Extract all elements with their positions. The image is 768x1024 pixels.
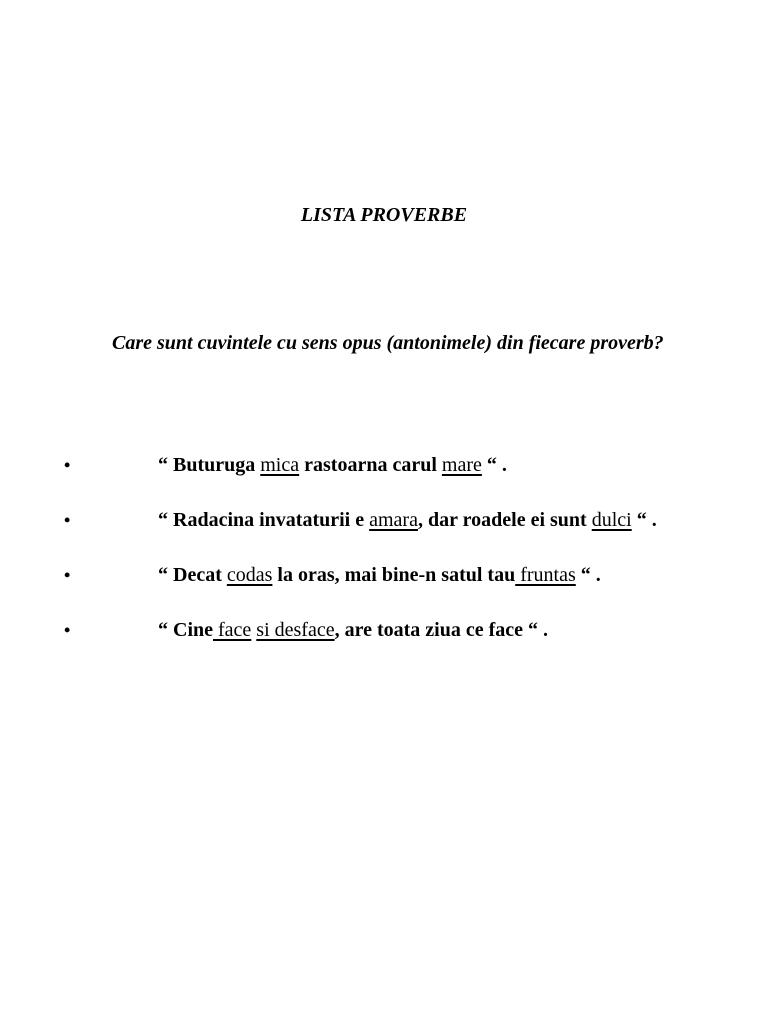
list-item (66, 500, 686, 540)
bullet-icon: • (64, 620, 71, 640)
antonym-underlined: face (213, 619, 252, 641)
bullet-icon: • (64, 565, 71, 585)
text-segment: “ Radacina invataturii e (158, 509, 370, 531)
list-item (66, 610, 686, 650)
antonym-underlined: fruntas (515, 564, 576, 586)
antonym-underlined: si desface (256, 619, 335, 641)
text-segment: “ . (631, 509, 657, 531)
list-item (66, 445, 686, 485)
page-title: LISTA PROVERBE (300, 204, 468, 226)
antonym-underlined: codas (226, 564, 273, 586)
text-segment: “ Cine (158, 619, 213, 641)
bullet-icon: • (64, 455, 71, 475)
question-text: Care sunt cuvintele cu sens opus (antonimele) din fiecare proverb? (112, 332, 664, 354)
text-segment: “ Buturuga (158, 454, 261, 476)
antonym-underlined: amara (369, 509, 418, 531)
text-segment: “ Decat (158, 564, 227, 586)
text-segment: “ . (481, 454, 507, 476)
antonym-underlined: mare (441, 454, 482, 476)
proverb-text (66, 555, 686, 595)
text-segment: rastoarna carul (299, 454, 442, 476)
text-segment: la oras, mai bine-n satul tau (272, 564, 516, 586)
list-item (66, 555, 686, 595)
bullet-icon: • (64, 510, 71, 530)
text-segment: , are toata ziua ce face “ . (334, 619, 549, 641)
antonym-underlined: mica (260, 454, 300, 476)
proverb-list (66, 445, 686, 665)
proverb-text (66, 500, 686, 540)
proverb-text (66, 445, 686, 485)
proverb-text (66, 610, 686, 650)
antonym-underlined: dulci (591, 509, 632, 531)
text-segment: “ . (575, 564, 601, 586)
text-segment: , dar roadele ei sunt (417, 509, 592, 531)
